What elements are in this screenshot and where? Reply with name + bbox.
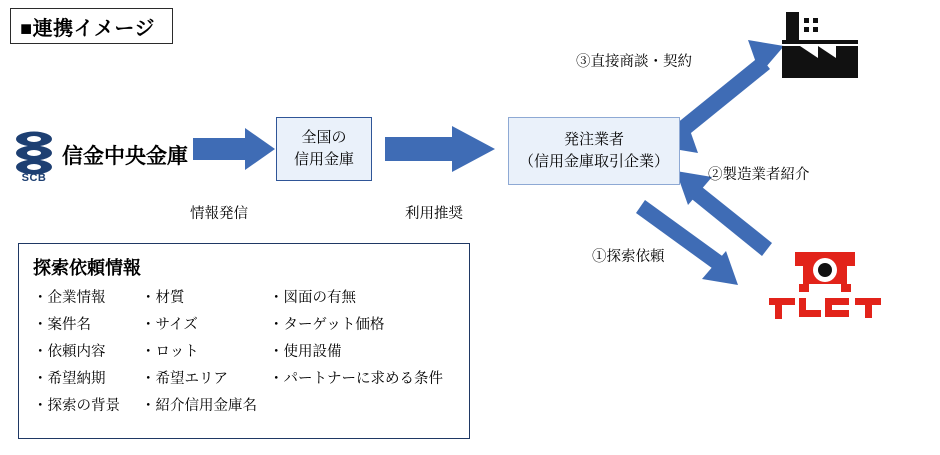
info-item: ・企業情報 [33,290,106,306]
org-name: 信金中央金庫 [62,145,188,168]
node-shinkin-line2: 信用金庫 [293,151,354,168]
node-hacchu-gyosha [508,117,680,185]
info-item: ・依頼内容 [33,344,106,360]
arrow-label-joho-hasshin: 情報発信 [190,206,248,222]
info-item: ・サイズ [141,317,198,333]
scb-logo-label: SCB [21,172,47,184]
arrow-label-riyo-suisho: 利用推奨 [405,206,463,222]
info-panel-items [33,286,455,415]
page-title-text: ■連携イメージ [20,17,155,40]
node-hacchu-line2: （信用金庫取引企業） [518,153,669,170]
arrow-shinkin-to-hacchu [385,126,495,172]
arrow-label-seizo-shokai: ②製造業者紹介 [708,167,810,183]
info-item: ・案件名 [33,317,91,333]
info-item: ・材質 [141,290,185,306]
info-item: ・希望納期 [33,371,106,387]
monomado-logo [765,250,885,322]
factory-icon [778,8,862,82]
info-item: ・パートナーに求める条件 [269,371,443,387]
info-item: ・ロット [141,344,199,360]
info-panel [18,243,470,439]
info-panel-title: 探索依頼情報 [33,258,141,278]
arrow-label-chokusetsu-shodan: ③直接商談・契約 [576,54,692,70]
info-item: ・ターゲット価格 [269,317,385,333]
arrow-scb-to-shinkin [193,128,275,170]
info-item: ・探索の背景 [33,398,120,414]
node-hacchu-line1: 発注業者 [563,130,624,148]
info-item: ・希望エリア [141,371,228,387]
info-item: ・紹介信用金庫名 [141,398,257,414]
node-shinkin-line1: 全国の [301,128,347,146]
node-zenkoku-shinkin [276,117,372,181]
info-item: ・図面の有無 [269,290,356,306]
info-item [269,394,455,415]
arrow-label-tansaku-irai: ①探索依頼 [592,249,665,265]
info-item: ・使用設備 [269,344,342,360]
